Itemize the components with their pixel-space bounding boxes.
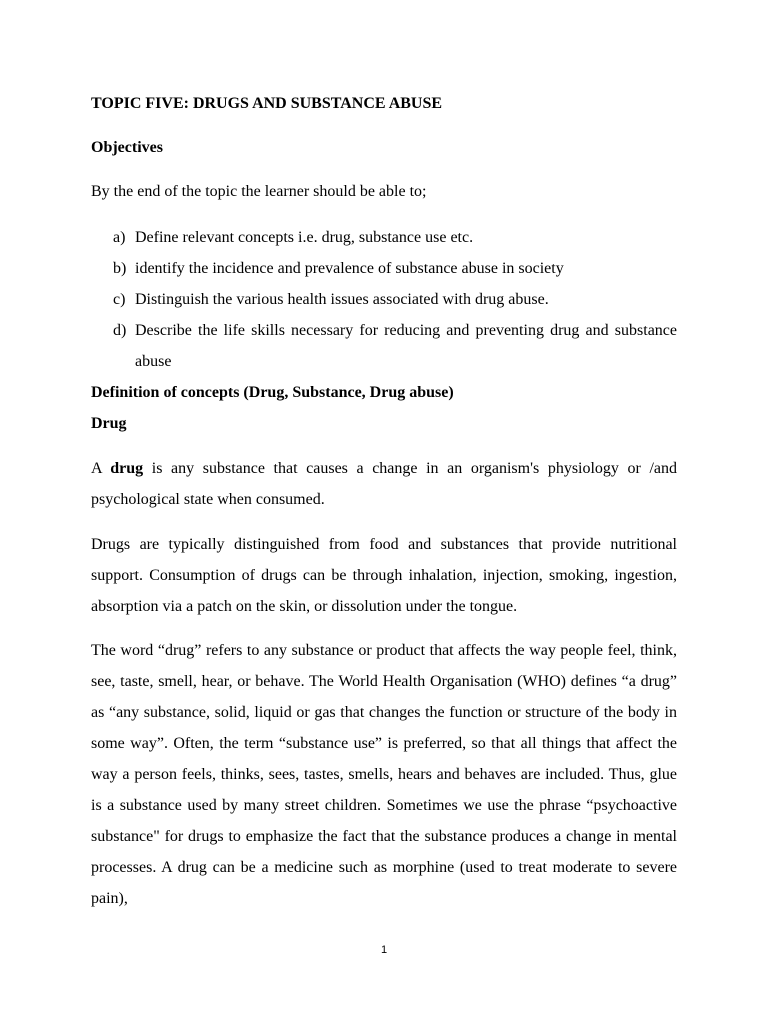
drug-definition-paragraph: [91, 453, 677, 515]
objective-text: Describe the life skills necessary for reducing and preventing drug and substance abuse: [135, 322, 677, 370]
definitions-heading: Definition of concepts (Drug, Substance, Drug abuse): [91, 384, 454, 401]
objective-text: identify the incidence and prevalence of substance abuse in society: [135, 260, 564, 277]
list-marker: d): [113, 322, 127, 339]
topic-title: TOPIC FIVE: DRUGS AND SUBSTANCE ABUSE: [91, 95, 443, 112]
objective-text: Define relevant concepts i.e. drug, substance use etc.: [135, 229, 474, 246]
para1-rest: is any substance that causes a change in an organism's physiology or /and psychological state when consumed.: [91, 460, 678, 508]
drug-word-paragraph: The word “drug” refers to any substance or product that affects the way people feel, think, see, taste, smell, hear, or behave. The World Health Organisation (WHO) defines “a drug” as “any substance, solid, liquid or gas that changes the function or structure of the body in some way”. Often, the term “substance use” is preferred, so that all things that affect the way a person feels, thinks, sees, tastes, smells, hears and behaves are included. Thus, glue is a substance used by many street children. Sometimes we use the phrase “psychoactive substance" for drugs to emphasize the fact that the substance produces a change in mental processes. A drug can be a medicine such as morphine (used to treat moderate to severe pain),: [91, 642, 677, 907]
list-marker: b): [113, 260, 127, 277]
list-marker: a): [113, 229, 126, 246]
objectives-heading: Objectives: [91, 139, 163, 156]
drug-term: drug: [110, 460, 144, 477]
objective-text: Distinguish the various health issues associated with drug abuse.: [135, 291, 549, 308]
page-number: 1: [380, 944, 388, 956]
para1-prefix: A: [91, 460, 111, 477]
objectives-intro: By the end of the topic the learner should be able to;: [91, 183, 427, 200]
drugs-distinguished-paragraph: Drugs are typically distinguished from food and substances that provide nutritional support. Consumption of drugs can be through inhalation, injection, smoking, ingestion, absorption via a patch on the skin, or dissolution under the tongue.: [91, 536, 677, 615]
drug-heading: Drug: [91, 415, 127, 432]
list-marker: c): [113, 291, 126, 308]
